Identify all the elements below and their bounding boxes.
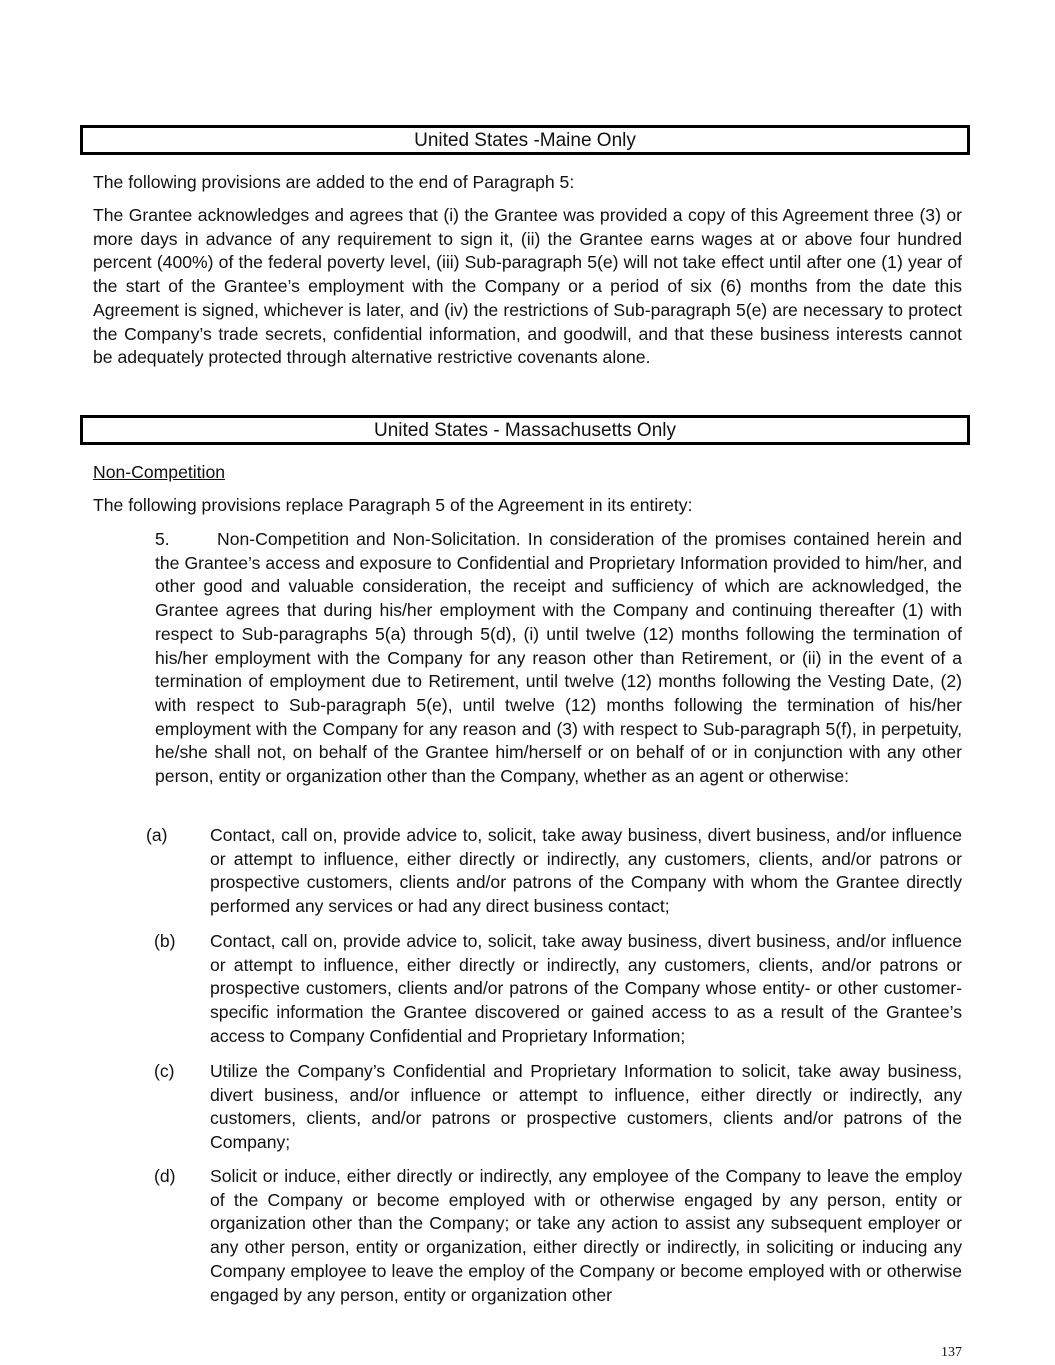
section-5-body: Non-Competition and Non-Solicitation. In consideration of the promises contained herein and the Grantee’s access and exposure to Confidential and Proprietary Information provided to him/her, and other good and valuable consideration, the receipt and sufficiency of which are acknowledged, the Grantee agrees that during his/her employment with the Company and continuing thereafter (1) with respect to Sub-paragraphs 5(a) through 5(d), (i) until twelve (12) months following the termination of his/her employment with the Company for any reason other than Retirement, or (ii) in the event of a termination of employment due to Retirement, until twelve (12) months following the Vesting Date, (2) with respect to Sub-paragraph 5(e), until twelve (12) months following the termination of his/her employment with the Company for any reason and (3) with respect to Sub-paragraph 5(f), in perpetuity, he/she shall not, on behalf of the Grantee him/herself or on behalf of or in conjunction with any other person, entity or organization other than the Company, whether as an agent or otherwise: <box>155 529 962 787</box>
section-number: 5. <box>155 529 170 549</box>
list-item-text: Solicit or induce, either directly or indirectly, any employee of the Company to leave the employ of the Company or become employed with or otherwise engaged by any person, entity or organization other than the Company; or take any action to assist any subsequent employer or any other person, entity or organization, either directly or indirectly, in soliciting or inducing any Company employee to leave the employ of the Company or become employed with or otherwise engaged by any person, entity or organization other <box>210 1166 962 1305</box>
list-item-marker: (d) <box>154 1166 176 1186</box>
page-number: 137 <box>941 1345 962 1360</box>
list-item-text: Contact, call on, provide advice to, solicit, take away business, divert business, and/or influence or attempt to influence, either directly or indirectly, any customers, clients, and/or patrons or prospective customers, clients and/or patrons of the Company with whom the Grantee directly performed any services or had any direct business contact; <box>210 825 962 917</box>
massachusetts-intro-text: The following provisions replace Paragraph 5 of the Agreement in its entirety: <box>93 495 693 515</box>
massachusetts-section-heading: United States - Massachusetts Only <box>80 415 970 445</box>
list-item-marker: (a) <box>146 825 168 845</box>
section-5-paragraph <box>155 528 962 789</box>
list-item-text: Utilize the Company’s Confidential and Proprietary Information to solicit, take away business, divert business, and/or influence or attempt to influence, either directly or indirectly, any customers, clients, and/or patrons or prospective customers, clients and/or patrons of the Company; <box>210 1061 962 1153</box>
maine-intro-text: The following provisions are added to the end of Paragraph 5: <box>93 172 575 192</box>
list-item-text: Contact, call on, provide advice to, solicit, take away business, divert business, and/or influence or attempt to influence, either directly or indirectly, any customers, clients, and/or patrons or prospective customers, clients and/or patrons of the Company whose entity- or other customer-specific information the Grantee discovered or gained access to as a result of the Grantee’s access to Company Confidential and Proprietary Information; <box>210 931 962 1046</box>
list-item-marker: (c) <box>154 1061 175 1081</box>
list-item-marker: (b) <box>154 931 176 951</box>
maine-section-heading: United States -Maine Only <box>80 125 970 155</box>
maine-body-paragraph: The Grantee acknowledges and agrees that (i) the Grantee was provided a copy of this Agreement three (3) or more days in advance of any requirement to sign it, (ii) the Grantee earns wages at or above four hundred percent (400%) of the federal poverty level, (iii) Sub-paragraph 5(e) will not take effect until after one (1) year of the start of the Grantee’s employment with the Company or a period of six (6) months from the date this Agreement is signed, whichever is later, and (iv) the restrictions of Sub-paragraph 5(e) are necessary to protect the Company’s trade secrets, confidential information, and goodwill, and that these business interests cannot be adequately protected through alternative restrictive covenants alone. <box>93 205 962 368</box>
non-competition-subheading: Non-Competition <box>93 462 226 482</box>
